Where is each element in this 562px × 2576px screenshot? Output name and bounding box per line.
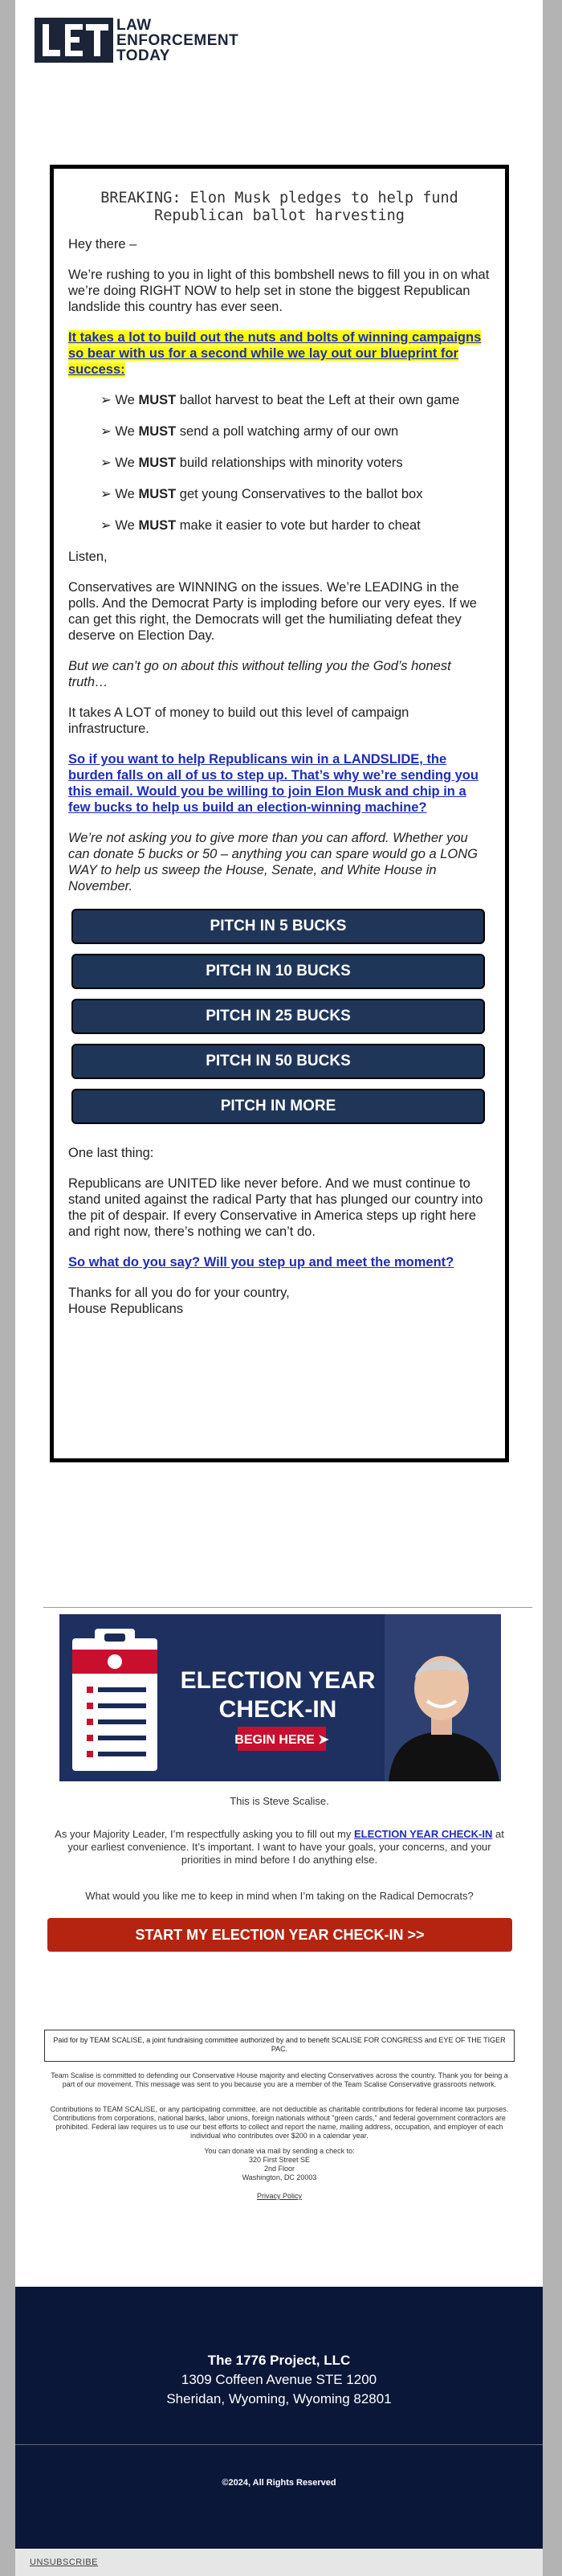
list-item: ➢ We MUST get young Conservatives to the ballot box: [100, 487, 423, 501]
start-checkin-button[interactable]: START MY ELECTION YEAR CHECK-IN >>: [47, 1918, 512, 1952]
logo-line-3: TODAY: [116, 47, 170, 64]
footer-divider: [15, 2444, 543, 2445]
banner-title-2: CHECK-IN: [218, 1696, 337, 1723]
mail-line: You can donate via mail by sending a check to:: [204, 2147, 355, 2155]
letter-headline: BREAKING: Elon Musk pledges to help fund Republican ballot harvesting: [100, 190, 458, 224]
signoff-line: Thanks for all you do for your country,: [68, 1286, 290, 1300]
last-thing-text: One last thing:: [68, 1146, 154, 1160]
divider: [43, 1607, 532, 1608]
donate-link[interactable]: So if you want to help Republicans win in a LANDSLIDE, the burden falls on all of us to step up. That’s why we’re sending you this email. Would you be willing to join Elon Musk and chip in a few bucks to help us build an election-winning machine?: [68, 752, 479, 815]
list-item: ➢ We MUST build relationships with minority voters: [100, 456, 403, 470]
pitch-10-button[interactable]: PITCH IN 10 BUCKS: [71, 954, 485, 989]
listen-text: Listen,: [68, 550, 108, 564]
paragraph-united: Republicans are UNITED like never before. And we must continue to stand united against the radical Party that has plunged our country into the pit of despair. If every Conservative in America steps up right here and right now, there’s nothing we can’t do.: [68, 1176, 483, 1239]
unsubscribe-bar: [15, 2549, 543, 2576]
highlighted-link[interactable]: It takes a lot to build out the nuts and bolts of winning campaigns so bear with us for a second while we lay out our blueprint for success:: [68, 330, 482, 377]
let-logo-icon: [35, 18, 113, 63]
pitch-5-button[interactable]: PITCH IN 5 BUCKS: [71, 909, 485, 944]
company-address-1: 1309 Coffeen Avenue STE 1200: [181, 2372, 377, 2387]
logo-line-1: LAW: [116, 17, 152, 34]
email-page: [15, 0, 543, 2576]
pitch-more-button[interactable]: PITCH IN MORE: [71, 1089, 485, 1124]
signature: House Republicans: [68, 1302, 184, 1316]
letter-container: [50, 165, 509, 1462]
step-up-link[interactable]: So what do you say? Will you step up and meet the moment?: [68, 1255, 454, 1270]
list-item: ➢ We MUST ballot harvest to beat the Left at their own game: [100, 393, 460, 407]
paragraph-winning: Conservatives are WINNING on the issues. We’re LEADING in the polls. And the Democrat Party is imploding before our very eyes. If we can get this right, the Democrats will get the humiliating defeat they deserve on Election Day.: [68, 580, 477, 643]
banner-title-1: ELECTION YEAR: [180, 1667, 376, 1694]
company-footer: [15, 2287, 543, 2549]
blueprint-list: [68, 392, 491, 534]
letter-body: [68, 183, 491, 1317]
logo-line-2: ENFORCEMENT: [116, 32, 239, 49]
list-item: ➢ We MUST make it easier to vote but harder to cheat: [100, 518, 421, 533]
mail-line: Washington, DC 20003: [242, 2173, 317, 2181]
disclaimer-contributions: Contributions to TEAM SCALISE, or any participating committee, are not deductible as charitable contributions for federal income tax purposes. Contributions from corporations, national banks, labor unions, foreign nationals without "green cards," and federal government contractors are prohibited. Federal law requires us to use our best efforts to collect and report the name, mailing address, occupation, and employer of each individual who contributes over $200 in a calendar year.: [50, 2105, 509, 2140]
list-item: ➢ We MUST send a poll watching army of our own: [100, 424, 399, 439]
checkin-link[interactable]: ELECTION YEAR CHECK-IN: [353, 1828, 493, 1840]
banner-begin-button: BEGIN HERE ➤: [234, 1733, 329, 1747]
donation-buttons: [68, 909, 491, 1124]
mail-line: 320 First Street SE: [248, 2156, 311, 2164]
greeting: Hey there –: [68, 237, 137, 251]
mail-line: 2nd Floor: [263, 2165, 295, 2173]
portrait-photo: [385, 1614, 501, 1781]
disclaimer-committed: Team Scalise is committed to defending our Conservative House majority and electing Conservatives across the country. Thank you for being a part of our movement. This message was sent to you because you are a member of the Team Scalise Conservative grassroots network.: [51, 2071, 508, 2088]
intro-line: This is Steve Scalise.: [230, 1795, 329, 1807]
company-name: The 1776 Project, LLC: [207, 2353, 351, 2368]
election-checkin-banner[interactable]: [59, 1614, 501, 1781]
logo-wordmark: [116, 18, 238, 63]
privacy-policy-link[interactable]: Privacy Policy: [256, 2192, 302, 2200]
paragraph-truth: But we can’t go on about this without telling you the God’s honest truth…: [68, 659, 451, 689]
checkin-request: As your Majority Leader, I’m respectfully asking you to fill out my ELECTION YEAR CHECK-IN at your earliest convenience. It’s important. I want to have your goals, your concerns, and your priorities in mind before I do anything else.: [55, 1828, 504, 1866]
paragraph-money: It takes A LOT of money to build out this level of campaign infrastructure.: [68, 705, 409, 736]
privacy-row: [44, 2192, 515, 2201]
paragraph-intro: We’re rushing to you in light of this bombshell news to fill you in on what we’re doing RIGHT NOW to help set in stone the biggest Republican landslide this country has ever seen.: [68, 268, 490, 314]
pitch-50-button[interactable]: PITCH IN 50 BUCKS: [71, 1044, 485, 1079]
signoff: [68, 1285, 491, 1317]
question-text: What would you like me to keep in mind when I’m taking on the Radical Democrats?: [85, 1890, 474, 1902]
brand-logo[interactable]: [35, 16, 283, 66]
copyright: ©2024, All Rights Reserved: [222, 2478, 336, 2488]
company-address-2: Sheridan, Wyoming, Wyoming 82801: [166, 2391, 392, 2406]
paid-for-by-box: Paid for by TEAM SCALISE, a joint fundraising committee authorized by and to benefit SCALISE FOR CONGRESS and EYE OF THE TIGER PAC.: [44, 2030, 515, 2062]
unsubscribe-link[interactable]: UNSUBSCRIBE: [30, 2558, 98, 2567]
pitch-25-button[interactable]: PITCH IN 25 BUCKS: [71, 999, 485, 1034]
paragraph-afford: We’re not asking you to give more than you can afford. Whether you can donate 5 bucks or 50 – anything you can spare would go a LONG WAY to help us sweep the House, Senate, and White House in November.: [68, 831, 478, 893]
mail-address: [44, 2147, 515, 2182]
